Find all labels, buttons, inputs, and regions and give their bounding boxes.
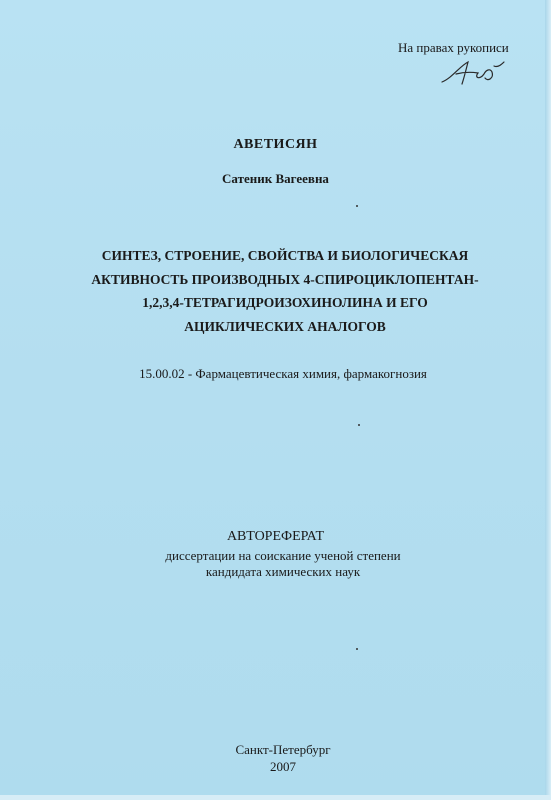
title-line: АЦИКЛИЧЕСКИХ АНАЛОГОВ <box>184 318 386 334</box>
speck <box>356 205 358 207</box>
speck <box>356 648 358 650</box>
page-edge-bottom <box>0 795 551 800</box>
degree-line: диссертации на соискание ученой степени <box>165 548 401 563</box>
publication-year: 2007 <box>270 759 296 774</box>
degree-line: кандидата химических наук <box>205 564 361 579</box>
abstract-heading: АВТОРЕФЕРАТ <box>226 529 325 544</box>
title-line: АКТИВНОСТЬ ПРОИЗВОДНЫХ 4-СПИРОЦИКЛОПЕНТАН- <box>91 271 479 287</box>
author-full-name: Сатеник Вагеевна <box>222 171 329 186</box>
document-title <box>40 244 530 338</box>
page-edge <box>545 0 551 800</box>
speck <box>358 424 360 426</box>
author-surname: АВЕТИСЯН <box>233 137 318 152</box>
degree-description <box>0 548 551 580</box>
rights-note: На правах рукописи <box>398 40 509 55</box>
title-line: 1,2,3,4-ТЕТРАГИДРОИЗОХИНОЛИНА И ЕГО <box>142 295 428 310</box>
handwritten-signature <box>438 58 508 88</box>
title-line: СИНТЕЗ, СТРОЕНИЕ, СВОЙСТВА И БИОЛОГИЧЕСКАЯ <box>101 248 469 263</box>
specialty-code: 15.00.02 - Фармацевтическая химия, фармакогнозия <box>139 366 427 381</box>
publication-city: Санкт-Петербург <box>235 742 331 757</box>
